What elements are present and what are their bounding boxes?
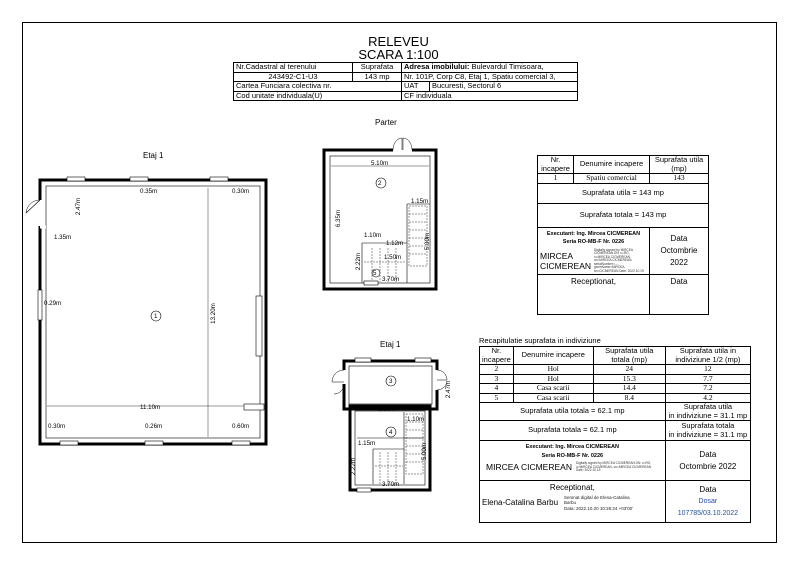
t2-receptionat: Receptionat, (549, 483, 595, 492)
t2-signature-name: MIRCEA CICMEREAN (486, 462, 572, 473)
t1-header-sup: Suprafata utila (mp) (650, 156, 709, 174)
t1-data-label: Data (670, 233, 688, 243)
etaj1-dim-b: 1.15m (358, 440, 376, 447)
suprafata-label: Suprafata (353, 63, 402, 73)
t1-header-den: Denumire incapere (574, 156, 650, 174)
t2-rec-signature-1: Semnat digital de Elena-Catalina (564, 494, 630, 500)
room-1-label: 1 (154, 313, 158, 320)
t2-row-ind: 7.2 (665, 384, 750, 394)
t1-row-den: Spatiu comercial (574, 174, 650, 184)
t2-row-nr: 2 (480, 365, 514, 375)
t2-sup-totala-ind-1: Suprafata totala (681, 421, 735, 430)
etaj1-dim-width: 6.80m (378, 406, 396, 413)
t2-caption: Recapitulatie suprafata in indiviziune (479, 336, 601, 345)
t2-rec-signature-2: Barbu (564, 500, 577, 505)
big-dim-small2: 0.30m (232, 188, 250, 195)
big-dim-left2: 1.35m (54, 234, 72, 241)
t2-row-sup: 14.4 (593, 384, 665, 394)
t2-row-ind: 12 (665, 365, 750, 375)
t2-row-den: Casa scarii (513, 393, 593, 403)
parter-dim-g: 5.00m (424, 232, 432, 251)
t2-sup-utila-totala: Suprafata utila totala = 62.1 mp (480, 403, 666, 421)
t2-header-nr: Nr. incapere (480, 347, 514, 365)
etaj1-dim-a: 1.10m (407, 416, 425, 423)
t1-data-value: Octombrie 2022 (660, 245, 698, 267)
t2-header-ind: Suprafata utila in indiviziune 1/2 (mp) (665, 347, 750, 365)
t1-row-sup: 143 (650, 174, 709, 184)
cod-unitate-label: Cod unitate individuala(U) (234, 91, 402, 101)
cf-individuala-label: CF individuala (402, 91, 578, 101)
t2-row-nr: 3 (480, 374, 514, 384)
t2-sup-totala-ind-2: in indiviziune = 31.1 mp (668, 429, 748, 439)
t2-row-ind: 4.2 (665, 393, 750, 403)
t1-executant: Executant: Ing. Mircea CICMEREAN (546, 230, 641, 237)
etaj1-dim-f: 5.00m (421, 442, 429, 461)
t2-row-sup: 24 (593, 365, 665, 375)
parter-dim-e: 2.22m (355, 252, 363, 271)
table-row (538, 174, 709, 184)
rooms-table-1 (537, 155, 709, 315)
uat-label: UAT (402, 82, 430, 92)
etaj1-dim-e: 2.47m (445, 380, 453, 399)
big-dim-left: 2.47m (75, 197, 83, 216)
room-3-label: 3 (389, 378, 393, 385)
adresa-line2: Nr. 101P, Corp C8, Etaj 1, Spatiu comercial 3, (402, 72, 578, 82)
t1-header-nr: Nr. incapere (538, 156, 574, 174)
t2-sup-utila-ind-1: Suprafata utila (683, 402, 733, 411)
drawing-scale: SCARA 1:100 (358, 47, 439, 62)
t1-data2-label: Data (650, 274, 709, 314)
t2-receptionat-name: Elena-Catalina Barbu (482, 497, 559, 507)
etaj1-dim-d: 3.70m (382, 481, 400, 488)
t1-receptionat: Receptionat, (538, 274, 650, 314)
t1-row-nr: 1 (538, 174, 574, 184)
t2-data-value: Octombrie 2022 (679, 461, 737, 471)
parter-dim-height: 6.35m (335, 209, 343, 228)
parter-dim-d: 1.50m (384, 254, 402, 261)
big-dim-small3: 0.29m (44, 300, 62, 307)
table-row (480, 384, 751, 394)
uat-value: Bucuresti, Sectorul 6 (430, 82, 578, 92)
t2-row-sup: 8.4 (593, 393, 665, 403)
t1-signature-first: MIRCEA (540, 251, 574, 262)
big-dim-small6: 0.60m (232, 423, 250, 430)
big-dim-height: 13.20m (209, 303, 217, 324)
big-dim-width: 11.10m (140, 404, 161, 411)
t2-row-nr: 4 (480, 384, 514, 394)
nr-cadastral-label: Nr.Cadastral al terenului (234, 63, 353, 73)
parter-dim-a: 1.15m (411, 198, 429, 205)
parter-dim-width: 5.10m (371, 160, 389, 167)
etaj1-big-title: Etaj 1 (143, 151, 164, 160)
t1-signature-last: CICMEREAN (540, 261, 592, 272)
etaj1-dim-c: 2.22m (350, 457, 358, 476)
room-5-label: 5 (373, 270, 377, 277)
big-dim-small5: 0.26m (145, 423, 163, 430)
etaj1-small-title: Etaj 1 (380, 340, 401, 349)
t2-header-den: Denumire incapere (513, 347, 593, 365)
suprafata-value: 143 mp (353, 72, 402, 82)
parter-dim-b: 1.10m (364, 232, 382, 239)
t2-signature-details: Digitally signed by MIRCEA CICMEREAN DN: c=RO, o=MIRCEA CICMEREAN, cn=MIRCEA CICMEREAN Date: 2022.10.19 (575, 461, 652, 473)
t2-dosar: Dosar 107785/03.10.2022 (677, 497, 739, 517)
t2-sup-utila-ind-2: in indiviziune = 31.1 mp (668, 410, 748, 420)
adresa-label: Adresa imobilului: (404, 62, 470, 71)
t2-row-sup: 15.3 (593, 374, 665, 384)
big-dim-small4: 0.30m (48, 423, 66, 430)
nr-cadastral-value: 243492-C1-U3 (234, 72, 353, 82)
t2-seria: Seria RO-MB-F Nr. 0226 (541, 452, 604, 459)
t1-sup-utila: Suprafata utila = 143 mp (538, 183, 709, 203)
parter-dim-c: 1.12m (386, 240, 404, 247)
adresa-line1: Bulevardul Timisoara, (471, 62, 544, 71)
t1-sup-totala: Suprafata totala = 143 mp (538, 203, 709, 227)
t2-row-ind: 7.7 (665, 374, 750, 384)
t2-executant: Executant: Ing. Mircea CICMEREAN (525, 444, 619, 450)
t2-data-label: Data (699, 449, 717, 459)
t2-sup-totala: Suprafata totala = 62.1 mp (480, 421, 666, 441)
room-4-label: 4 (389, 429, 393, 436)
t2-row-den: Hol (513, 374, 593, 384)
t1-signature-details: Digitally signed by MIRCEA CICMEREAN DN: c=RO, o=MIRCEA CICMEREAN, cn=MIRCEA CICMEREAN, serialNumber=..., givenName=MIRCEA, sn=CICMEREAN Date: 2022.10.19 (594, 247, 644, 274)
t2-row-nr: 5 (480, 393, 514, 403)
t2-row-den: Casa scarii (513, 384, 593, 394)
t2-data2-label: Data (699, 484, 717, 494)
carte-funciara-label: Cartea Funciara colectiva nr. (234, 82, 402, 92)
parter-dim-f: 3.70m (382, 276, 400, 283)
parter-title: Parter (375, 118, 397, 127)
rooms-table-2 (479, 346, 751, 523)
big-dim-small1: 0.35m (140, 188, 158, 195)
room-2-label: 2 (378, 180, 382, 187)
t2-header-sup: Suprafata utila totala (mp) (593, 347, 665, 365)
t2-rec-signature-3: Data: 2022.10.20 10:26:24 +03'00' (564, 505, 633, 511)
table-row (480, 365, 751, 375)
t1-seria: Seria RO-MB-F Nr. 0226 (562, 239, 625, 245)
drawing-title: RELEVEU (368, 34, 429, 49)
t2-row-den: Hol (513, 365, 593, 375)
